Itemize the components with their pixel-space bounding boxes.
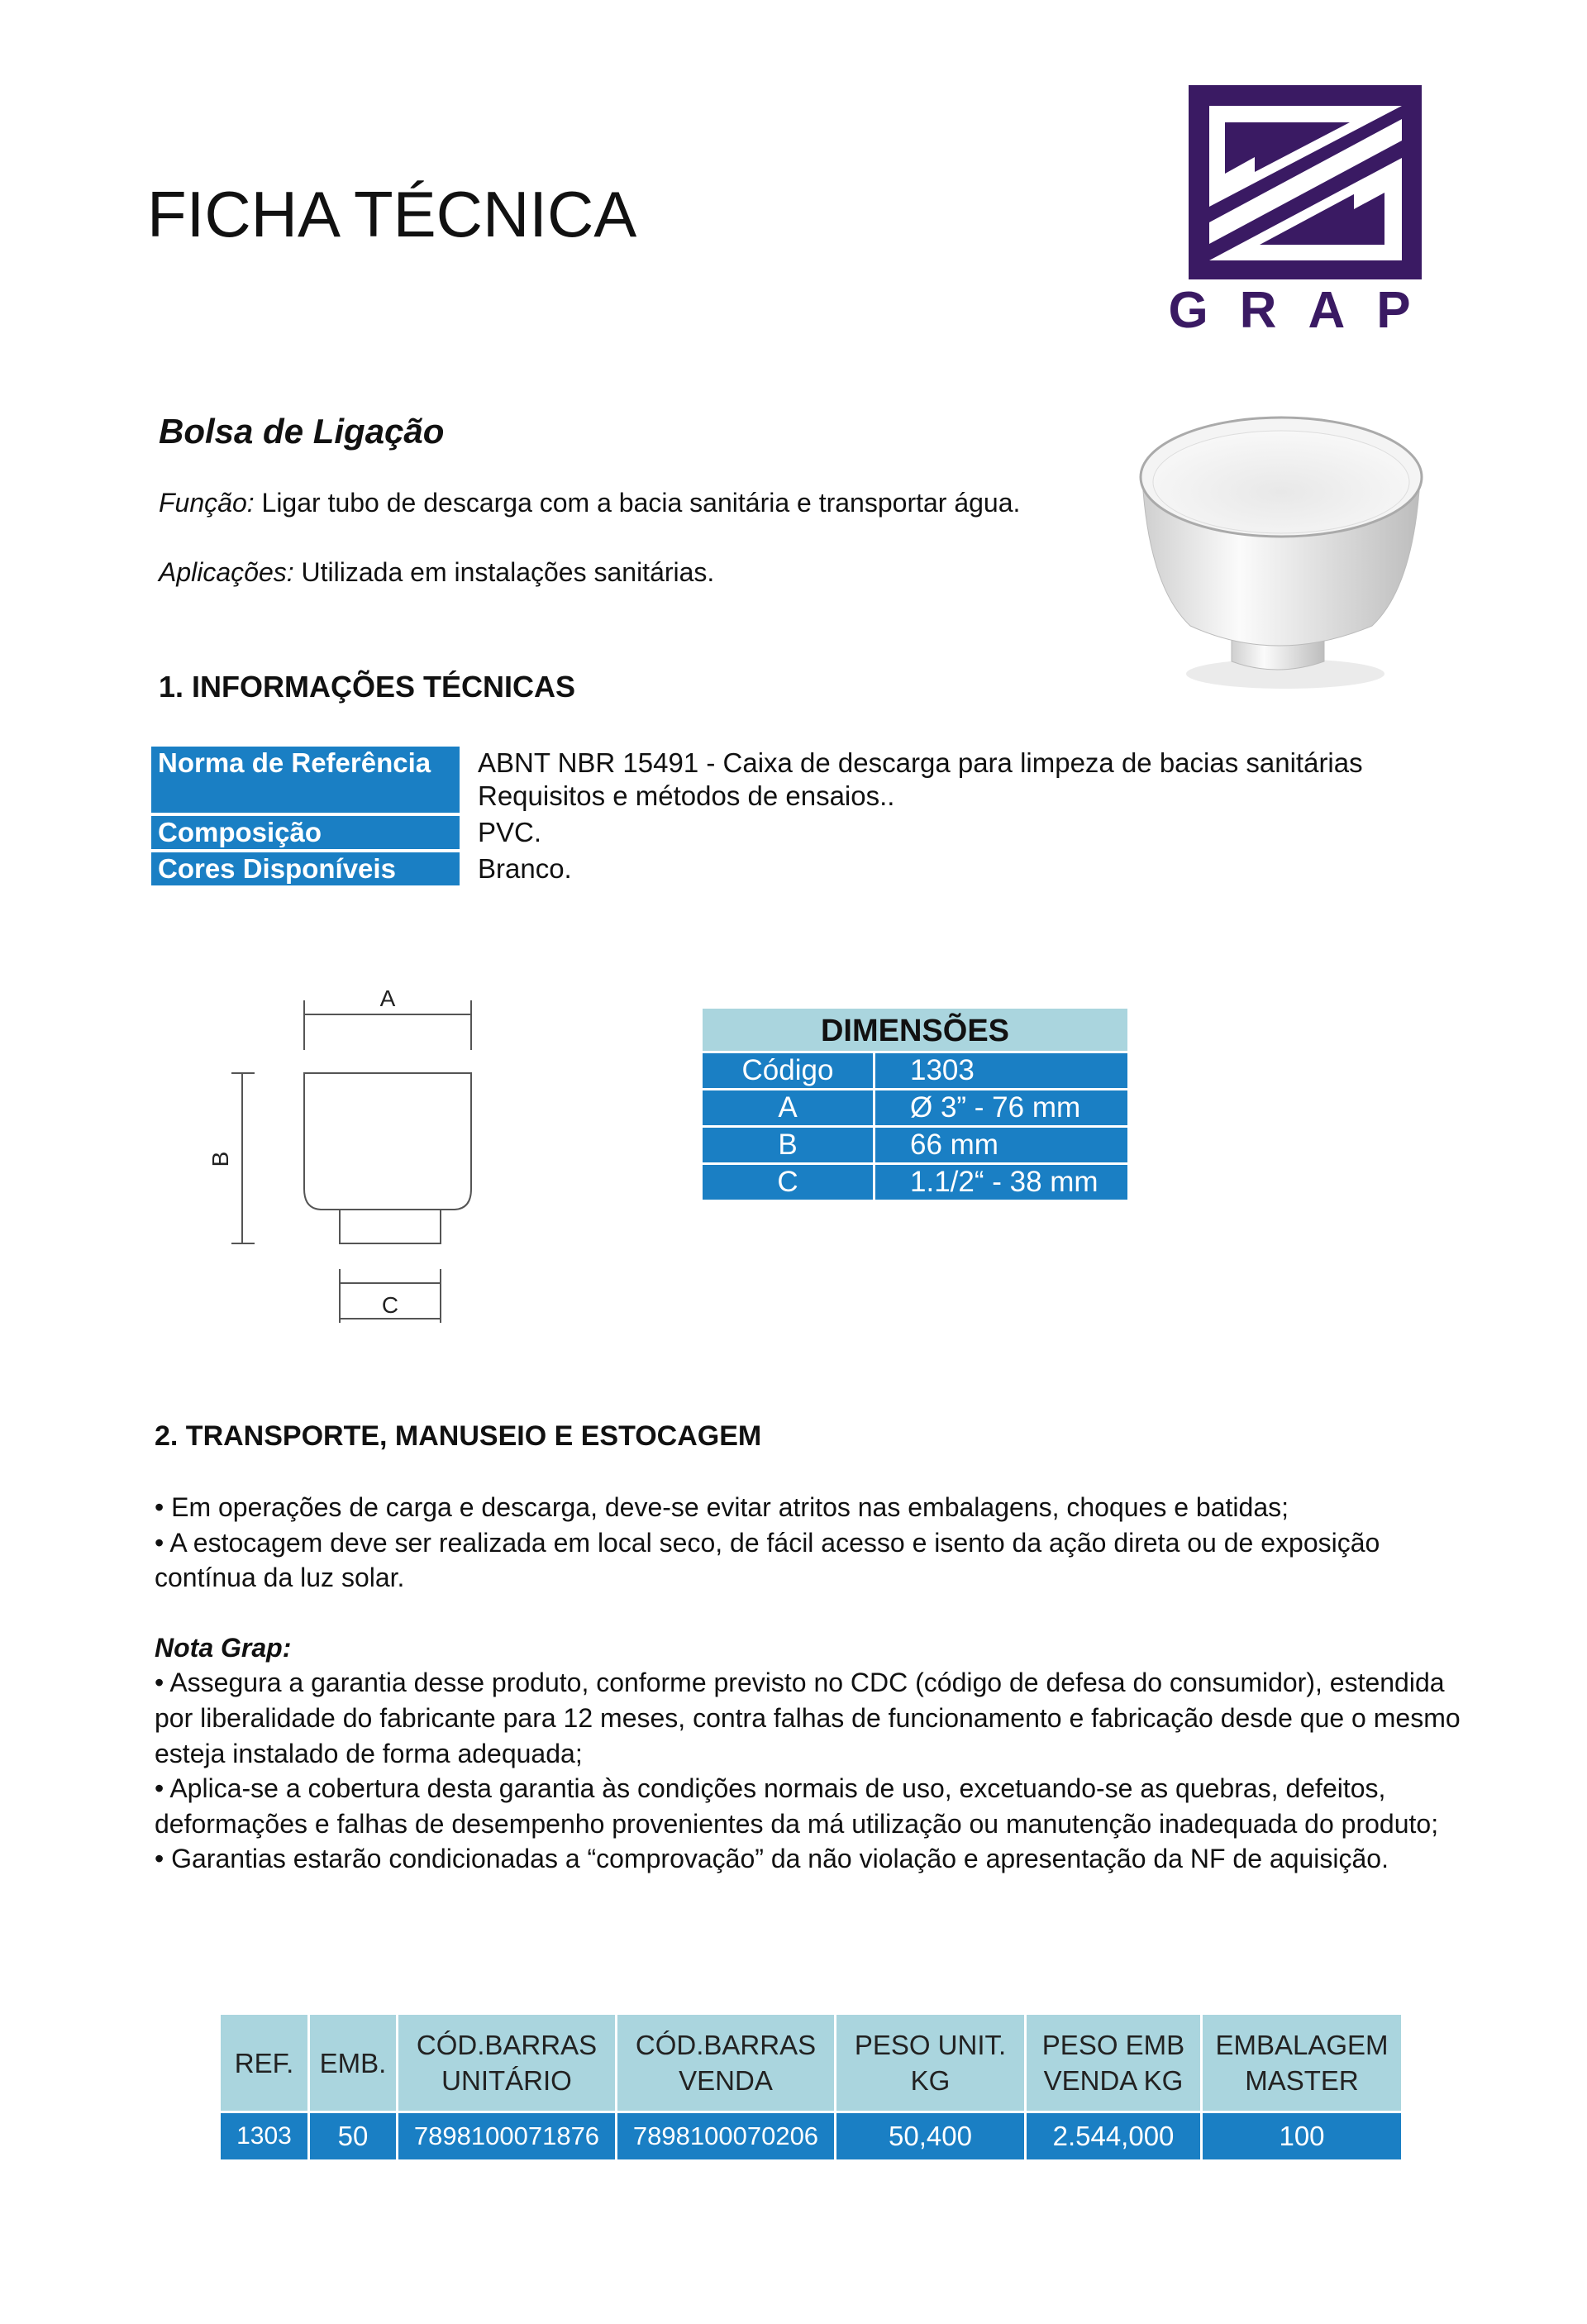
transport-bullets — [155, 1490, 1477, 1877]
cell-ref: 1303 — [221, 2112, 309, 2160]
table-row — [151, 852, 1363, 885]
dim-value: Ø 3” - 76 mm — [875, 1090, 1128, 1127]
cores-label: Cores Disponíveis — [151, 852, 460, 885]
packaging-table — [221, 2015, 1401, 2159]
dim-value: 66 mm — [875, 1127, 1128, 1164]
table-header-row — [221, 2015, 1401, 2112]
bullet-item: • Em operações de carga e descarga, deve-se evitar atritos nas embalagens, choques e batidas; — [155, 1492, 1289, 1522]
bullet-item: • Aplica-se a cobertura desta garantia às condições normais de uso, excetuando-se as quebras, defeitos, deformações e falhas de desempenho provenientes da má utilização ou manutenção inadequada do produto; — [155, 1773, 1439, 1839]
funcao-line — [159, 488, 1020, 518]
label-a: A — [379, 985, 396, 1011]
dim-key: A — [703, 1090, 875, 1127]
grap-logo — [1168, 85, 1442, 339]
dim-key: B — [703, 1127, 875, 1164]
dim-value: 1.1/2“ - 38 mm — [875, 1164, 1128, 1200]
aplicacoes-label: Aplicações: — [159, 557, 294, 587]
col-header: PESO EMB VENDA KG — [1026, 2015, 1202, 2112]
table-row — [703, 1052, 1127, 1090]
table-row — [703, 1164, 1127, 1200]
technical-info-table — [151, 743, 1363, 889]
cell-master: 100 — [1202, 2112, 1402, 2160]
page-title: FICHA TÉCNICA — [147, 178, 637, 251]
aplicacoes-line — [159, 557, 714, 588]
label-c: C — [381, 1292, 399, 1318]
composicao-value: PVC. — [478, 817, 542, 847]
funcao-label: Função: — [159, 488, 255, 518]
dimensions-table — [703, 1009, 1127, 1200]
cell-weight-pack: 2.544,000 — [1026, 2112, 1202, 2160]
aplicacoes-text: Utilizada em instalações sanitárias. — [293, 557, 715, 587]
cell-barcode-unit: 7898100071876 — [398, 2112, 617, 2160]
table-row — [221, 2112, 1401, 2160]
cores-value: Branco. — [478, 853, 572, 884]
section1-title: 1. INFORMAÇÕES TÉCNICAS — [159, 670, 576, 704]
table-row — [151, 816, 1363, 849]
product-image — [1132, 409, 1430, 694]
col-header: CÓD.BARRAS VENDA — [617, 2015, 836, 2112]
bullet-item: • Assegura a garantia desse produto, conforme previsto no CDC (código de defesa do consumidor), estendida por liberalidade do fabricante para 12 meses, contra falhas de funcionamento e fabricação desde que o mesmo esteja instalado de forma adequada; — [155, 1668, 1461, 1768]
table-row — [703, 1090, 1127, 1127]
col-header: PESO UNIT. KG — [836, 2015, 1026, 2112]
norma-value-line1: ABNT NBR 15491 - Caixa de descarga para limpeza de bacias sanitárias — [478, 747, 1363, 778]
cell-emb: 50 — [309, 2112, 398, 2160]
logo-text: GRAP — [1168, 282, 1442, 339]
bullet-item: • A estocagem deve ser realizada em local seco, de fácil acesso e isento da ação direta ou de exposição contínua da luz solar. — [155, 1527, 1380, 1593]
dimensions-title: DIMENSÕES — [703, 1009, 1127, 1052]
composicao-label: Composição — [151, 816, 460, 849]
label-b: B — [207, 1151, 233, 1167]
col-header: EMBALAGEM MASTER — [1202, 2015, 1402, 2112]
nota-title: Nota Grap: — [155, 1632, 292, 1663]
table-row — [151, 747, 1363, 813]
norma-value — [460, 747, 1363, 813]
norma-value-line2: Requisitos e métodos de ensaios.. — [478, 780, 895, 811]
col-header: CÓD.BARRAS UNITÁRIO — [398, 2015, 617, 2112]
cell-weight-unit: 50,400 — [836, 2112, 1026, 2160]
norma-label: Norma de Referência — [151, 747, 460, 813]
funcao-text: Ligar tubo de descarga com a bacia sanitária e transportar água. — [254, 488, 1021, 518]
product-name: Bolsa de Ligação — [159, 412, 445, 451]
col-header: REF. — [221, 2015, 309, 2112]
section2-title: 2. TRANSPORTE, MANUSEIO E ESTOCAGEM — [155, 1420, 762, 1452]
cell-barcode-sale: 7898100070206 — [617, 2112, 836, 2160]
bullet-item: • Garantias estarão condicionadas a “comprovação” da não violação e apresentação da NF de aquisição. — [155, 1844, 1389, 1874]
dim-key: Código — [703, 1052, 875, 1090]
dim-value: 1303 — [875, 1052, 1128, 1090]
table-row — [703, 1127, 1127, 1164]
col-header: EMB. — [309, 2015, 398, 2112]
dim-key: C — [703, 1164, 875, 1200]
dimension-diagram — [207, 976, 496, 1323]
